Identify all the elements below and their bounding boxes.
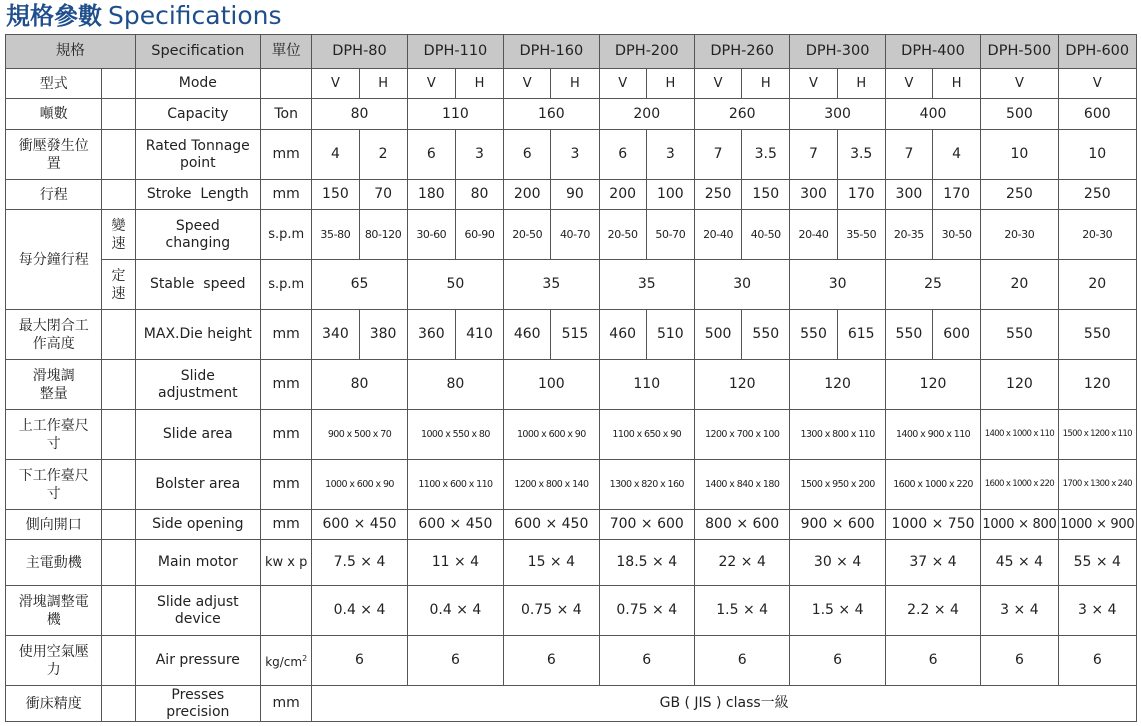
value-cell: 37 × 4 (885, 540, 980, 586)
label-en: Capacity (135, 99, 261, 130)
value-cell: 410 (455, 310, 503, 360)
header-model: DPH-80 (312, 35, 407, 69)
header-spec-en: Specification (135, 35, 261, 69)
value-cell: 35-50 (837, 210, 885, 260)
row-slide-adjust-device (6, 586, 1137, 636)
value-cell: 25 (885, 260, 980, 310)
label-en: Side opening (135, 510, 261, 540)
row-bolster-area (6, 460, 1137, 510)
label-zh: 滑塊調整電機 (6, 586, 102, 636)
value-cell: 1300 x 800 x 110 (790, 410, 885, 460)
value-cell: 200 (599, 99, 694, 130)
value-cell: 120 (885, 360, 980, 410)
unit-cell: mm (261, 360, 312, 410)
value-cell: 30-60 (407, 210, 455, 260)
value-cell: 120 (1058, 360, 1136, 410)
blank-cell (102, 180, 135, 210)
value-cell: 615 (837, 310, 885, 360)
unit-cell (261, 69, 312, 99)
value-cell: 400 (885, 99, 980, 130)
header-model: DPH-260 (694, 35, 789, 69)
value-cell: 80 (312, 99, 407, 130)
header-spec-zh: 規格 (6, 35, 136, 69)
value-cell: 6 (1058, 636, 1136, 686)
value-cell: 22 × 4 (694, 540, 789, 586)
value-cell: 900 x 500 x 70 (312, 410, 407, 460)
page-title (6, 0, 282, 32)
value-cell: 7.5 × 4 (312, 540, 407, 586)
label-en: Stable speed (135, 260, 261, 310)
value-cell: V (694, 69, 741, 99)
value-cell: 380 (359, 310, 407, 360)
blank-cell (102, 410, 135, 460)
label-zh: 滑塊調整量 (6, 360, 102, 410)
value-cell: 200 (504, 180, 551, 210)
value-cell: V (599, 69, 646, 99)
sub-label-zh: 變速 (102, 210, 135, 260)
blank-cell (102, 99, 135, 130)
row-precision (6, 686, 1137, 722)
label-zh: 最大閉合工作高度 (6, 310, 102, 360)
value-cell: 100 (646, 180, 694, 210)
unit-cell (261, 636, 312, 686)
unit-cell (261, 586, 312, 636)
value-cell: 80 (407, 360, 503, 410)
label-en: Slide area (135, 410, 261, 460)
value-cell: 60-90 (455, 210, 503, 260)
unit-cell: mm (261, 460, 312, 510)
value-cell: 600 × 450 (312, 510, 407, 540)
value-cell: 4 (933, 130, 981, 180)
value-cell: 1100 x 650 x 90 (599, 410, 694, 460)
value-cell: 4 (312, 130, 359, 180)
value-cell: 6 (504, 636, 599, 686)
value-cell: 20-40 (694, 210, 741, 260)
sub-label-zh: 定速 (102, 260, 135, 310)
header-model: DPH-400 (885, 35, 980, 69)
value-cell: 6 (504, 130, 551, 180)
value-cell: 40-70 (551, 210, 599, 260)
value-cell: 40-50 (742, 210, 790, 260)
value-cell: 20-50 (504, 210, 551, 260)
value-cell: H (551, 69, 599, 99)
label-en: Main motor (135, 540, 261, 586)
value-cell: 30 (790, 260, 885, 310)
label-zh: 衝床精度 (6, 686, 102, 722)
value-cell: 7 (885, 130, 932, 180)
label-zh: 下工作臺尺寸 (6, 460, 102, 510)
label-zh: 型式 (6, 69, 102, 99)
value-cell: 1700 x 1300 x 240 (1058, 460, 1136, 510)
row-side-opening (6, 510, 1137, 540)
value-cell: 1000 × 800 (981, 510, 1058, 540)
value-cell: 1400 x 840 x 180 (694, 460, 789, 510)
value-cell: 800 × 600 (694, 510, 789, 540)
value-cell: 1.5 × 4 (790, 586, 885, 636)
value-cell: 3 (455, 130, 503, 180)
value-cell: 1000 x 600 x 90 (312, 460, 407, 510)
value-cell: 300 (790, 180, 837, 210)
value-cell: 160 (504, 99, 599, 130)
value-cell: 30-50 (933, 210, 981, 260)
value-cell: 3.5 (742, 130, 790, 180)
value-cell: 600 (933, 310, 981, 360)
value-cell: 600 (1058, 99, 1136, 130)
value-cell: 1000 × 750 (885, 510, 980, 540)
value-cell: 11 × 4 (407, 540, 503, 586)
title-zh: 規格參數 (6, 2, 102, 30)
value-cell: 550 (790, 310, 837, 360)
label-zh: 側向開口 (6, 510, 102, 540)
unit-cell: mm (261, 510, 312, 540)
label-en: MAX.Die height (135, 310, 261, 360)
blank-cell (102, 540, 135, 586)
value-cell: 2 (359, 130, 407, 180)
blank-cell (102, 130, 135, 180)
value-cell: 35 (504, 260, 599, 310)
value-cell: 515 (551, 310, 599, 360)
label-en: Speed changing (135, 210, 261, 260)
value-cell: 6 (694, 636, 789, 686)
value-cell: 6 (407, 130, 455, 180)
value-cell: 30 × 4 (790, 540, 885, 586)
value-cell: 120 (981, 360, 1058, 410)
value-cell: 1500 x 1200 x 110 (1058, 410, 1136, 460)
value-cell: 100 (504, 360, 599, 410)
value-cell: 300 (790, 99, 885, 130)
label-zh: 使用空氣壓力 (6, 636, 102, 686)
value-cell: 65 (312, 260, 407, 310)
label-zh: 衝壓發生位置 (6, 130, 102, 180)
row-main-motor (6, 540, 1137, 586)
label-zh: 上工作臺尺寸 (6, 410, 102, 460)
unit-cell: s.p.m (261, 260, 312, 310)
value-cell: 3.5 (837, 130, 885, 180)
label-zh: 噸數 (6, 99, 102, 130)
value-cell: H (742, 69, 790, 99)
value-cell: 6 (790, 636, 885, 686)
value-cell: V (504, 69, 551, 99)
value-cell: V (407, 69, 455, 99)
value-cell: 3 × 4 (981, 586, 1058, 636)
value-cell: 3 × 4 (1058, 586, 1136, 636)
value-cell: 700 × 600 (599, 510, 694, 540)
value-cell: 600 × 450 (504, 510, 599, 540)
title-en: Specifications (108, 1, 282, 30)
value-cell: 1.5 × 4 (694, 586, 789, 636)
value-cell: 30 (694, 260, 789, 310)
spec-table (5, 34, 1137, 722)
value-cell: 0.4 × 4 (407, 586, 503, 636)
value-cell: 90 (551, 180, 599, 210)
value-cell: 1000 × 900 (1058, 510, 1136, 540)
value-cell: 110 (599, 360, 694, 410)
value-cell: 1300 x 820 x 160 (599, 460, 694, 510)
value-cell: 35-80 (312, 210, 359, 260)
unit-text: kg/cm (265, 655, 303, 669)
blank-cell (102, 510, 135, 540)
value-cell: H (837, 69, 885, 99)
label-en: Slide adjust device (135, 586, 261, 636)
unit-cell: s.p.m (261, 210, 312, 260)
value-cell: 250 (1058, 180, 1136, 210)
value-cell: 35 (599, 260, 694, 310)
header-model: DPH-160 (504, 35, 599, 69)
value-cell: 460 (504, 310, 551, 360)
value-cell: 20-50 (599, 210, 646, 260)
value-cell: 20 (981, 260, 1058, 310)
row-speed-changing (6, 210, 1137, 260)
value-cell: 6 (599, 130, 646, 180)
value-cell: V (790, 69, 837, 99)
value-cell: 20 (1058, 260, 1136, 310)
value-cell: H (646, 69, 694, 99)
value-cell: 260 (694, 99, 789, 130)
header-model: DPH-200 (599, 35, 694, 69)
value-cell: 0.4 × 4 (312, 586, 407, 636)
value-cell: 7 (694, 130, 741, 180)
row-capacity (6, 99, 1137, 130)
value-cell: H (359, 69, 407, 99)
row-slide-area (6, 410, 1137, 460)
label-en: Stroke Length (135, 180, 261, 210)
value-cell: 15 × 4 (504, 540, 599, 586)
value-cell: 6 (407, 636, 503, 686)
row-die-height (6, 310, 1137, 360)
header-model: DPH-300 (790, 35, 885, 69)
header-model: DPH-500 (981, 35, 1058, 69)
value-cell: 50 (407, 260, 503, 310)
value-cell: H (933, 69, 981, 99)
value-cell: 6 (981, 636, 1058, 686)
value-cell: V (1058, 69, 1136, 99)
row-tonnage-point (6, 130, 1137, 180)
value-cell: H (455, 69, 503, 99)
blank-cell (102, 69, 135, 99)
value-cell: 0.75 × 4 (504, 586, 599, 636)
value-cell: 1000 x 600 x 90 (504, 410, 599, 460)
value-cell: 20-35 (885, 210, 932, 260)
value-cell: 1600 x 1000 x 220 (885, 460, 980, 510)
value-cell: 180 (407, 180, 455, 210)
label-en: Presses precision (135, 686, 261, 722)
value-cell: 18.5 × 4 (599, 540, 694, 586)
value-cell: V (312, 69, 359, 99)
value-cell: 360 (407, 310, 455, 360)
value-cell: V (885, 69, 932, 99)
row-stroke (6, 180, 1137, 210)
value-cell: 10 (1058, 130, 1136, 180)
header-unit: 單位 (261, 35, 312, 69)
value-cell: 6 (599, 636, 694, 686)
value-cell: 110 (407, 99, 503, 130)
value-cell: 20-40 (790, 210, 837, 260)
value-cell: 6 (312, 636, 407, 686)
unit-cell: mm (261, 410, 312, 460)
unit-cell: mm (261, 686, 312, 722)
value-cell: 150 (312, 180, 359, 210)
header-model: DPH-110 (407, 35, 503, 69)
value-cell: 1200 x 800 x 140 (504, 460, 599, 510)
unit-cell: kw x p (261, 540, 312, 586)
value-cell: 55 × 4 (1058, 540, 1136, 586)
label-en: Rated Tonnage point (135, 130, 261, 180)
value-cell: 10 (981, 130, 1058, 180)
value-cell: 2.2 × 4 (885, 586, 980, 636)
label-zh-spm: 每分鐘行程 (6, 210, 102, 310)
value-cell: 6 (885, 636, 980, 686)
value-cell: 500 (981, 99, 1058, 130)
value-cell: 250 (694, 180, 741, 210)
blank-cell (102, 360, 135, 410)
value-cell: 70 (359, 180, 407, 210)
label-en: Bolster area (135, 460, 261, 510)
unit-cell: mm (261, 130, 312, 180)
value-cell: 600 × 450 (407, 510, 503, 540)
label-en: Slide adjustment (135, 360, 261, 410)
value-cell: 120 (790, 360, 885, 410)
value-cell: 50-70 (646, 210, 694, 260)
value-cell: 45 × 4 (981, 540, 1058, 586)
row-stable-speed (6, 260, 1137, 310)
blank-cell (102, 636, 135, 686)
label-en: Air pressure (135, 636, 261, 686)
value-cell: 170 (837, 180, 885, 210)
blank-cell (102, 460, 135, 510)
label-zh: 主電動機 (6, 540, 102, 586)
value-cell: 500 (694, 310, 741, 360)
value-cell: 550 (981, 310, 1058, 360)
label-zh: 行程 (6, 180, 102, 210)
value-cell: 1400 x 900 x 110 (885, 410, 980, 460)
value-cell: 550 (885, 310, 932, 360)
value-cell: GB ( JIS ) class一級 (312, 686, 1137, 722)
blank-cell (102, 586, 135, 636)
value-cell: 170 (933, 180, 981, 210)
row-air-pressure (6, 636, 1137, 686)
value-cell: 20-30 (981, 210, 1058, 260)
header-model: DPH-600 (1058, 35, 1136, 69)
value-cell: V (981, 69, 1058, 99)
value-cell: 3 (646, 130, 694, 180)
blank-cell (102, 686, 135, 722)
row-mode (6, 69, 1137, 99)
unit-cell: mm (261, 310, 312, 360)
header-row (6, 35, 1137, 69)
blank-cell (102, 310, 135, 360)
value-cell: 80 (455, 180, 503, 210)
value-cell: 80-120 (359, 210, 407, 260)
unit-cell: Ton (261, 99, 312, 130)
value-cell: 3 (551, 130, 599, 180)
value-cell: 0.75 × 4 (599, 586, 694, 636)
row-slide-adjustment (6, 360, 1137, 410)
value-cell: 550 (742, 310, 790, 360)
value-cell: 300 (885, 180, 932, 210)
value-cell: 120 (694, 360, 789, 410)
value-cell: 150 (742, 180, 790, 210)
value-cell: 1200 x 700 x 100 (694, 410, 789, 460)
value-cell: 510 (646, 310, 694, 360)
label-en: Mode (135, 69, 261, 99)
value-cell: 250 (981, 180, 1058, 210)
value-cell: 1100 x 600 x 110 (407, 460, 503, 510)
unit-cell: mm (261, 180, 312, 210)
value-cell: 340 (312, 310, 359, 360)
value-cell: 1600 x 1000 x 220 (981, 460, 1058, 510)
value-cell: 20-30 (1058, 210, 1136, 260)
value-cell: 80 (312, 360, 407, 410)
value-cell: 200 (599, 180, 646, 210)
value-cell: 900 × 600 (790, 510, 885, 540)
value-cell: 7 (790, 130, 837, 180)
value-cell: 1500 x 950 x 200 (790, 460, 885, 510)
value-cell: 1400 x 1000 x 110 (981, 410, 1058, 460)
unit-superscript: 2 (302, 654, 308, 663)
value-cell: 550 (1058, 310, 1136, 360)
value-cell: 1000 x 550 x 80 (407, 410, 503, 460)
value-cell: 460 (599, 310, 646, 360)
